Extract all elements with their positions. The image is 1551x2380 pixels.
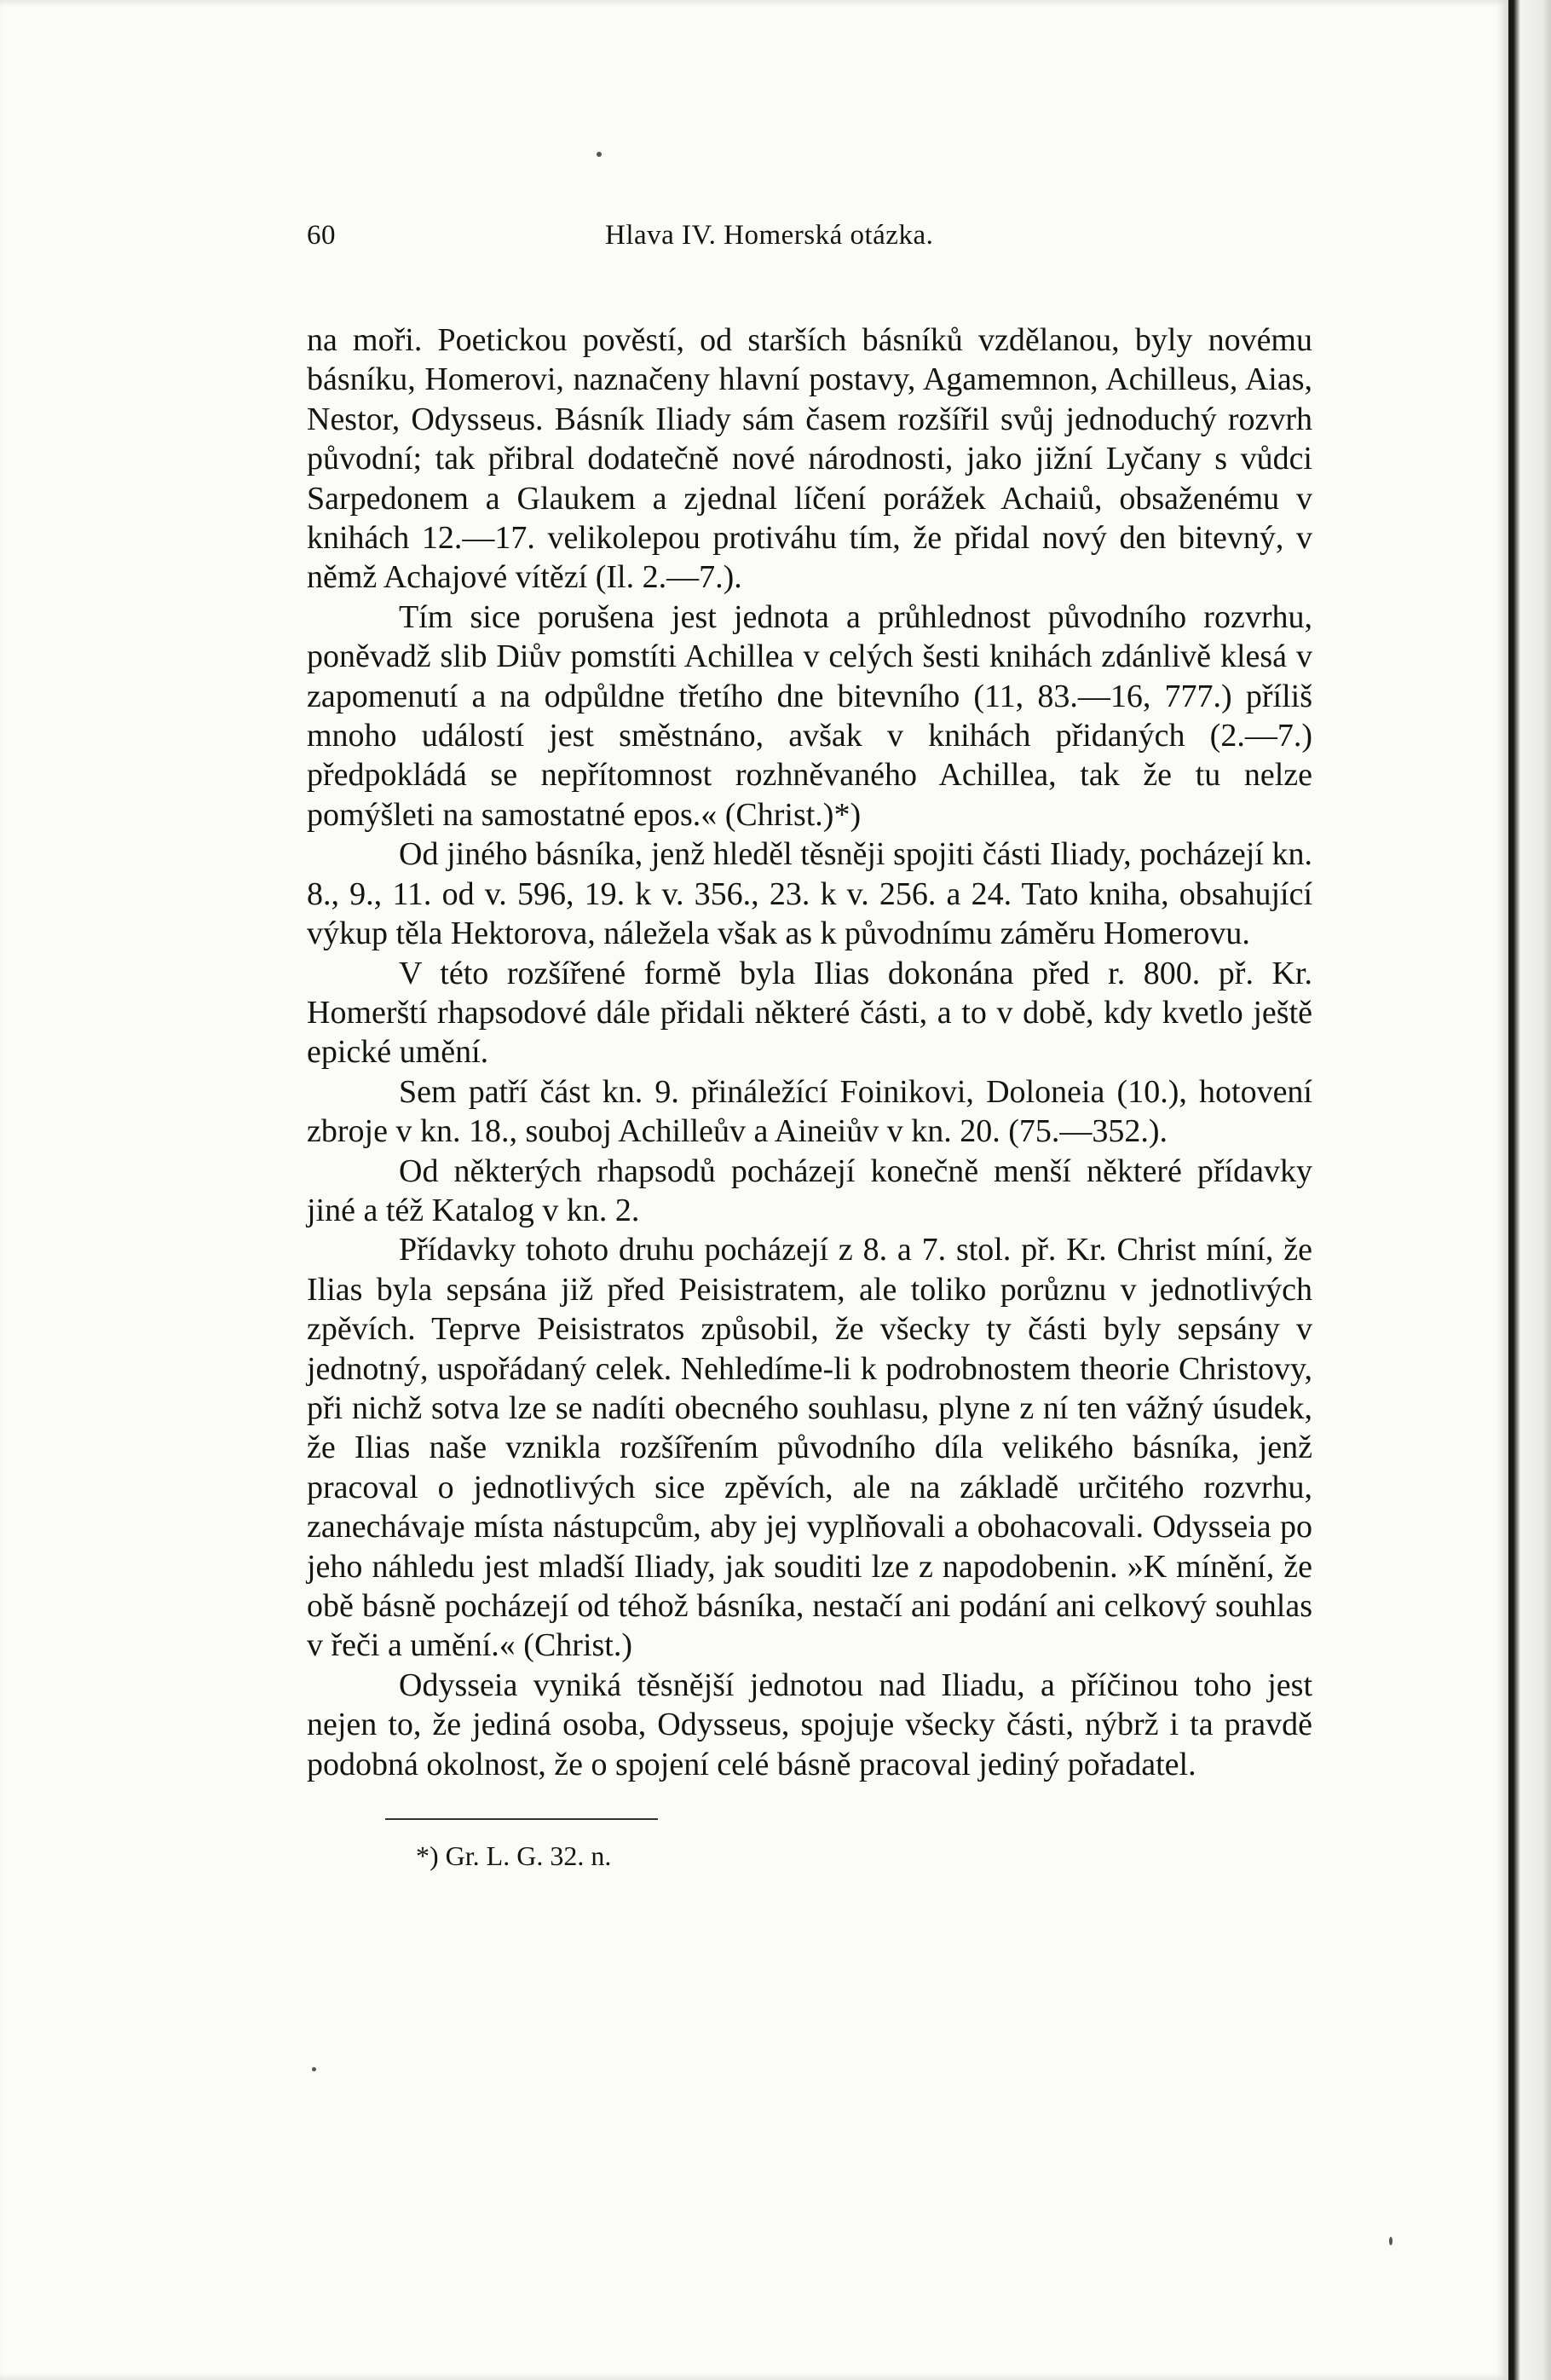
paragraph-2: Tím sice porušena jest jednota a průhlednost původního rozvrhu, poněvadž slib Diův pomstíti Achillea v celých šesti knihách zdánlivě klesá v zapomenutí a na odpůldne třetího dne bitevního (11, 83.—16, 777.) příliš mnoho událostí jest směstnáno, avšak v knihách přidaných (2.—7.) předpokládá se nepřítomnost rozhněvaného Achillea, tak že tu nelze pomýšleti na samostatné epos.« (Christ.)*) <box>307 598 1312 833</box>
scan-speck <box>1389 2237 1392 2245</box>
footnote: *) Gr. L. G. 32. n. <box>416 1840 612 1872</box>
page-number: 60 <box>307 220 336 251</box>
paragraph-6: Od některých rhapsodů pocházejí konečně menší některé přídavky jiné a též Katalog v kn. 2. <box>307 1152 1312 1228</box>
body-text <box>307 321 1312 1784</box>
paragraph-5: Sem patří část kn. 9. přináležící Foinikovi, Doloneia (10.), hotovení zbroje v kn. 18., souboj Achilleův a Aineiův v kn. 20. (75.—352.). <box>307 1073 1312 1150</box>
page-content <box>307 220 1312 1872</box>
paragraph-1: na moři. Poetickou pověstí, od starších básníků vzdělanou, byly novému básníku, Homerovi, naznačeny hlavní postavy, Agamemnon, Achilleus, Aias, Nestor, Odysseus. Básník Iliady sám časem rozšířil svůj jednoduchý rozvrh původní; tak přibral dodatečně nové národnosti, jako jižní Lyčany s vůdci Sarpedonem a Glaukem a zjednal líčení porážek Achaiů, obsaženému v knihách 12.—17. velikolepou protiváhu tím, že přidal nový den bitevný, v němž Achajové vítězí (Il. 2.—7.). <box>307 322 1312 596</box>
chapter-title: Hlava IV. Homerská otázka. <box>605 220 934 251</box>
page-edge <box>1508 0 1551 2380</box>
paragraph-3: Od jiného básníka, jenž hleděl těsněji spojiti části Iliady, pocházejí kn. 8., 9., 11. od v. 596, 19. k v. 356., 23. k v. 256. a 24. Tato kniha, obsahující výkup těla Hektorova, náležela však as k původnímu záměru Homerovu. <box>307 836 1312 952</box>
paragraph-4: V této rozšířené formě byla Ilias dokonána před r. 800. př. Kr. Homerští rhapsodové dále přidali některé části, a to v době, kdy kvetlo ještě epické umění. <box>307 955 1312 1071</box>
running-head <box>307 220 1312 266</box>
scan-speck <box>597 152 602 157</box>
scan-speck <box>312 2067 316 2071</box>
footnote-rule <box>385 1818 658 1820</box>
paragraph-7: Přídavky tohoto druhu pocházejí z 8. a 7. stol. př. Kr. Christ míní, že Ilias byla sepsána již před Peisistratem, ale toliko porůznu v jednotlivých zpěvích. Teprve Peisistratos způsobil, že všecky ty části byly sepsány v jednotný, uspořádaný celek. Nehledíme-li k podrobnostem theorie Christovy, při nichž sotva lze se nadíti obecného souhlasu, plyne z ní ten vážný úsudek, že Ilias naše vznikla rozšířením původního díla velikého básníka, jenž pracoval o jednotlivých sice zpěvích, ale na základě určitého rozvrhu, zanechávaje místa nástupcům, aby jej vyplňovali a obohacovali. Odysseia po jeho náhledu jest mladší Iliady, jak souditi lze z napodobenin. »K mínění, že obě básně pocházejí od téhož básníka, nestačí ani podání ani celkový souhlas v řeči a umění.« (Christ.) <box>307 1232 1312 1664</box>
paragraph-8: Odysseia vyniká těsnější jednotou nad Iliadu, a příčinou toho jest nejen to, že jediná osoba, Odysseus, spojuje všecky části, nýbrž i ta pravdě podobná okolnost, že o spojení celé básně pracoval jediný pořadatel. <box>307 1667 1312 1782</box>
